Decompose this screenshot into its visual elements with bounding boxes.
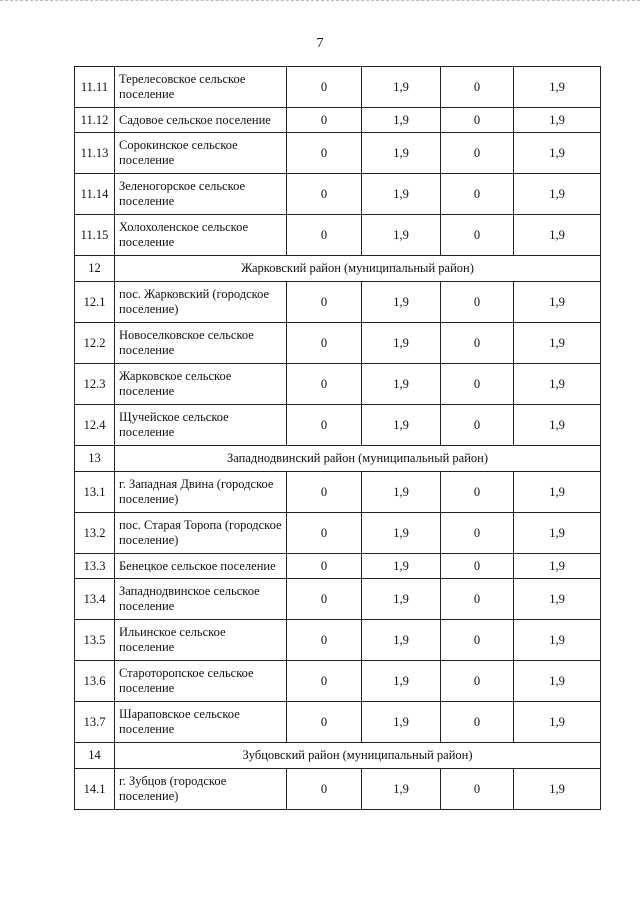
- settlement-name: г. Западная Двина (городское поселение): [115, 472, 287, 513]
- value-cell-2: 1,9: [362, 472, 441, 513]
- value-cell-4: 1,9: [514, 513, 601, 554]
- row-number: 13.1: [75, 472, 115, 513]
- table-row: [75, 661, 601, 702]
- row-number: 11.12: [75, 108, 115, 133]
- table-row: [75, 282, 601, 323]
- value-cell-3: 0: [441, 67, 514, 108]
- settlement-name: Терелесовское сельское поселение: [115, 67, 287, 108]
- value-cell-4: 1,9: [514, 620, 601, 661]
- settlement-name: Щучейское сельское поселение: [115, 405, 287, 446]
- row-number: 12.3: [75, 364, 115, 405]
- value-cell-4: 1,9: [514, 323, 601, 364]
- value-cell-2: 1,9: [362, 108, 441, 133]
- value-cell-2: 1,9: [362, 554, 441, 579]
- table-row: [75, 323, 601, 364]
- row-number: 13.4: [75, 579, 115, 620]
- table-row: [75, 364, 601, 405]
- row-number: 11.14: [75, 174, 115, 215]
- page-number: 7: [316, 36, 324, 51]
- value-cell-1: 0: [287, 67, 362, 108]
- value-cell-3: 0: [441, 364, 514, 405]
- value-cell-4: 1,9: [514, 174, 601, 215]
- section-row: [75, 743, 601, 769]
- value-cell-3: 0: [441, 620, 514, 661]
- row-number: 13.2: [75, 513, 115, 554]
- value-cell-4: 1,9: [514, 554, 601, 579]
- value-cell-2: 1,9: [362, 769, 441, 810]
- row-number: 11.13: [75, 133, 115, 174]
- value-cell-2: 1,9: [362, 579, 441, 620]
- value-cell-3: 0: [441, 513, 514, 554]
- value-cell-2: 1,9: [362, 661, 441, 702]
- value-cell-4: 1,9: [514, 769, 601, 810]
- settlement-name: Зеленогорское сельское поселение: [115, 174, 287, 215]
- value-cell-1: 0: [287, 405, 362, 446]
- value-cell-4: 1,9: [514, 215, 601, 256]
- row-number: 13: [75, 446, 115, 472]
- value-cell-1: 0: [287, 769, 362, 810]
- value-cell-2: 1,9: [362, 364, 441, 405]
- value-cell-1: 0: [287, 215, 362, 256]
- row-number: 12.1: [75, 282, 115, 323]
- value-cell-1: 0: [287, 108, 362, 133]
- value-cell-2: 1,9: [362, 67, 441, 108]
- table-row: [75, 133, 601, 174]
- value-cell-3: 0: [441, 174, 514, 215]
- section-title: Западнодвинский район (муниципальный район): [115, 446, 601, 472]
- row-number: 11.15: [75, 215, 115, 256]
- table-row: [75, 769, 601, 810]
- settlement-name: Сорокинское сельское поселение: [115, 133, 287, 174]
- value-cell-2: 1,9: [362, 215, 441, 256]
- value-cell-3: 0: [441, 472, 514, 513]
- value-cell-2: 1,9: [362, 405, 441, 446]
- settlement-name: Ильинское сельское поселение: [115, 620, 287, 661]
- settlement-name: г. Зубцов (городское поселение): [115, 769, 287, 810]
- value-cell-3: 0: [441, 405, 514, 446]
- value-cell-4: 1,9: [514, 405, 601, 446]
- settlement-name: Новоселковское сельское поселение: [115, 323, 287, 364]
- value-cell-4: 1,9: [514, 579, 601, 620]
- settlement-name: Холохоленское сельское поселение: [115, 215, 287, 256]
- value-cell-1: 0: [287, 472, 362, 513]
- value-cell-2: 1,9: [362, 702, 441, 743]
- value-cell-3: 0: [441, 769, 514, 810]
- value-cell-3: 0: [441, 579, 514, 620]
- page-top-edge: [0, 0, 640, 1]
- value-cell-3: 0: [441, 702, 514, 743]
- table-row: [75, 215, 601, 256]
- value-cell-1: 0: [287, 513, 362, 554]
- table-row: [75, 702, 601, 743]
- settlement-name: Садовое сельское поселение: [115, 108, 287, 133]
- value-cell-2: 1,9: [362, 620, 441, 661]
- row-number: 13.3: [75, 554, 115, 579]
- row-number: 13.7: [75, 702, 115, 743]
- value-cell-4: 1,9: [514, 282, 601, 323]
- table-row: [75, 620, 601, 661]
- value-cell-2: 1,9: [362, 133, 441, 174]
- value-cell-2: 1,9: [362, 282, 441, 323]
- value-cell-1: 0: [287, 702, 362, 743]
- value-cell-1: 0: [287, 133, 362, 174]
- table-row: [75, 513, 601, 554]
- row-number: 13.5: [75, 620, 115, 661]
- value-cell-4: 1,9: [514, 661, 601, 702]
- settlement-name: Жарковское сельское поселение: [115, 364, 287, 405]
- settlement-name: Шараповское сельское поселение: [115, 702, 287, 743]
- value-cell-3: 0: [441, 108, 514, 133]
- value-cell-1: 0: [287, 174, 362, 215]
- table-row: [75, 108, 601, 133]
- row-number: 13.6: [75, 661, 115, 702]
- table-body: [75, 67, 601, 810]
- section-row: [75, 256, 601, 282]
- value-cell-1: 0: [287, 554, 362, 579]
- value-cell-4: 1,9: [514, 702, 601, 743]
- table-row: [75, 405, 601, 446]
- settlement-name: пос. Старая Торопа (городское поселение): [115, 513, 287, 554]
- value-cell-3: 0: [441, 661, 514, 702]
- table-row: [75, 67, 601, 108]
- settlements-table: [74, 66, 601, 810]
- value-cell-1: 0: [287, 323, 362, 364]
- value-cell-4: 1,9: [514, 472, 601, 513]
- row-number: 12.4: [75, 405, 115, 446]
- value-cell-3: 0: [441, 133, 514, 174]
- value-cell-1: 0: [287, 661, 362, 702]
- value-cell-3: 0: [441, 554, 514, 579]
- value-cell-2: 1,9: [362, 323, 441, 364]
- section-title: Зубцовский район (муниципальный район): [115, 743, 601, 769]
- value-cell-2: 1,9: [362, 513, 441, 554]
- value-cell-2: 1,9: [362, 174, 441, 215]
- row-number: 14.1: [75, 769, 115, 810]
- value-cell-3: 0: [441, 215, 514, 256]
- row-number: 14: [75, 743, 115, 769]
- section-title: Жарковский район (муниципальный район): [115, 256, 601, 282]
- table-row: [75, 174, 601, 215]
- row-number: 12.2: [75, 323, 115, 364]
- row-number: 12: [75, 256, 115, 282]
- value-cell-4: 1,9: [514, 133, 601, 174]
- settlement-name: пос. Жарковский (городское поселение): [115, 282, 287, 323]
- value-cell-4: 1,9: [514, 67, 601, 108]
- table-row: [75, 554, 601, 579]
- value-cell-1: 0: [287, 364, 362, 405]
- table-row: [75, 472, 601, 513]
- settlement-name: Бенецкое сельское поселение: [115, 554, 287, 579]
- value-cell-1: 0: [287, 282, 362, 323]
- table-row: [75, 579, 601, 620]
- value-cell-1: 0: [287, 620, 362, 661]
- settlement-name: Староторопское сельское поселение: [115, 661, 287, 702]
- value-cell-1: 0: [287, 579, 362, 620]
- settlement-name: Западнодвинское сельское поселение: [115, 579, 287, 620]
- value-cell-4: 1,9: [514, 108, 601, 133]
- value-cell-3: 0: [441, 323, 514, 364]
- section-row: [75, 446, 601, 472]
- row-number: 11.11: [75, 67, 115, 108]
- value-cell-4: 1,9: [514, 364, 601, 405]
- value-cell-3: 0: [441, 282, 514, 323]
